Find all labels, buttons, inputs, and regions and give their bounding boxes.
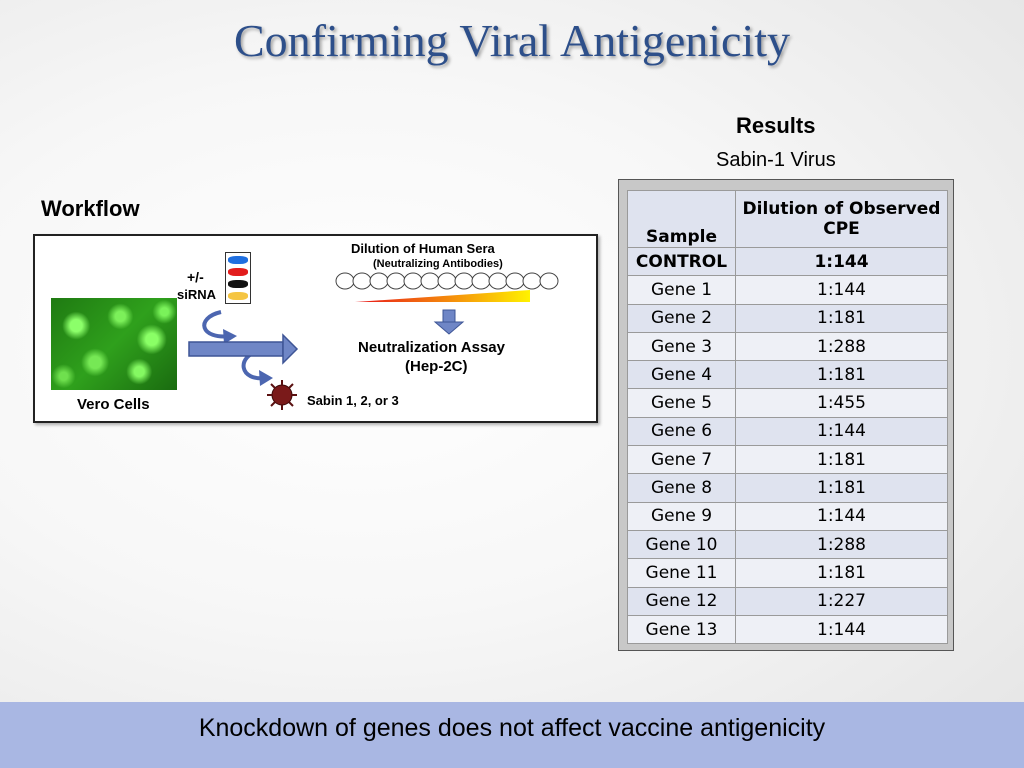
results-heading: Results	[736, 113, 816, 138]
table-row	[628, 389, 948, 417]
sample-cell: Gene 2	[628, 304, 736, 332]
virus-label: Sabin-1 Virus	[716, 149, 836, 171]
sample-cell: Gene 7	[628, 446, 736, 474]
dilution-cell: 1:144	[736, 502, 948, 530]
sirna-label: siRNA	[177, 287, 217, 302]
table-row	[628, 446, 948, 474]
dilution-cell: 1:288	[736, 530, 948, 558]
table-row	[628, 530, 948, 558]
sample-cell: Gene 5	[628, 389, 736, 417]
sample-cell: CONTROL	[628, 248, 736, 276]
results-table	[627, 190, 948, 644]
dilution-cell: 1:181	[736, 304, 948, 332]
sirna-label-sign: +/-	[187, 269, 204, 285]
dilution-cell: 1:144	[736, 276, 948, 304]
vero-cells-label: Vero Cells	[77, 396, 150, 413]
dilution-cell: 1:181	[736, 361, 948, 389]
column-header-dilution: Dilution of Observed CPE	[736, 191, 948, 248]
dilution-cell: 1:227	[736, 587, 948, 615]
table-header-row	[628, 191, 948, 248]
main-arrow-body	[189, 342, 283, 356]
dilution-cell: 1:288	[736, 332, 948, 360]
table-row	[628, 361, 948, 389]
sample-cell: Gene 1	[628, 276, 736, 304]
antibodies-label: (Neutralizing Antibodies)	[373, 258, 503, 270]
sample-cell: Gene 6	[628, 417, 736, 445]
dilution-cell: 1:181	[736, 446, 948, 474]
table-row	[628, 248, 948, 276]
dilution-cell: 1:455	[736, 389, 948, 417]
table-row	[628, 502, 948, 530]
virus-strains-label: Sabin 1, 2, or 3	[307, 393, 399, 408]
main-arrow-head	[283, 335, 297, 363]
dilution-cell: 1:181	[736, 474, 948, 502]
dilution-cell: 1:181	[736, 559, 948, 587]
dilution-cell: 1:144	[736, 248, 948, 276]
dilution-cell: 1:144	[736, 615, 948, 643]
curved-arrow-bottom-head	[259, 370, 273, 386]
assay-cell-line: (Hep-2C)	[405, 358, 468, 375]
table-row	[628, 417, 948, 445]
table-row	[628, 559, 948, 587]
down-arrow-head	[435, 322, 463, 334]
table-row	[628, 332, 948, 360]
sample-cell: Gene 13	[628, 615, 736, 643]
sample-cell: Gene 12	[628, 587, 736, 615]
sample-cell: Gene 3	[628, 332, 736, 360]
workflow-diagram	[33, 234, 598, 423]
table-row	[628, 474, 948, 502]
sample-cell: Gene 8	[628, 474, 736, 502]
sample-cell: Gene 9	[628, 502, 736, 530]
footer-conclusion: Knockdown of genes does not affect vaccine antigenicity	[198, 714, 826, 742]
table-row	[628, 304, 948, 332]
column-header-sample: Sample	[628, 191, 736, 248]
down-arrow-body	[443, 310, 455, 322]
virus-icon	[267, 380, 297, 410]
table-row	[628, 587, 948, 615]
table-row	[628, 276, 948, 304]
table-row	[628, 615, 948, 643]
sera-gradient-wedge	[355, 290, 530, 302]
well-circles-icon	[336, 273, 558, 289]
workflow-heading: Workflow	[41, 196, 140, 221]
assay-label: Neutralization Assay	[358, 339, 505, 356]
sample-cell: Gene 11	[628, 559, 736, 587]
sample-cell: Gene 10	[628, 530, 736, 558]
slide-title: Confirming Viral Antigenicity	[234, 15, 790, 66]
sera-label: Dilution of Human Sera	[351, 241, 495, 256]
sample-cell: Gene 4	[628, 361, 736, 389]
dilution-cell: 1:144	[736, 417, 948, 445]
